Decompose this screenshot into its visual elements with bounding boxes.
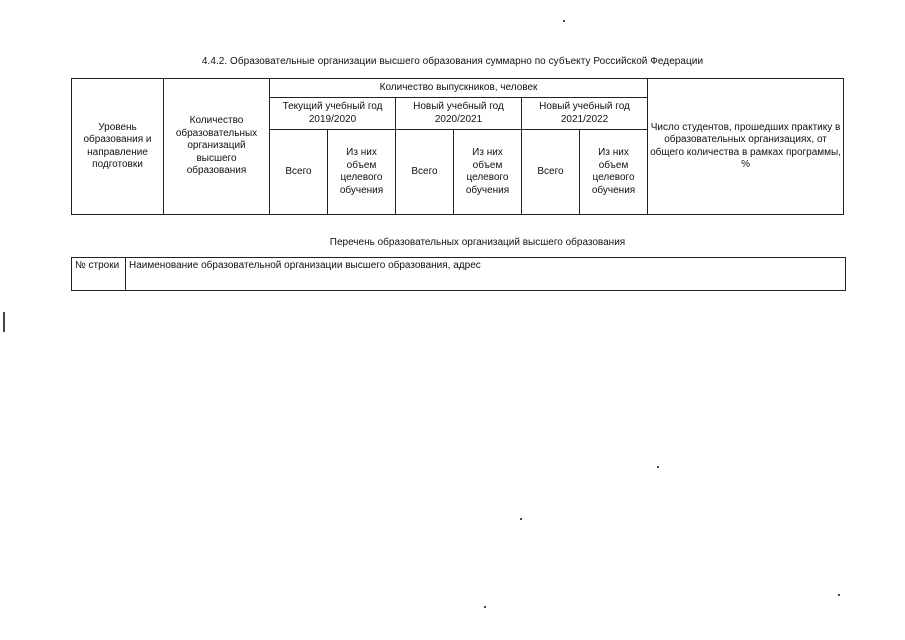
header-target: Из них объем целевого обучения (454, 130, 522, 215)
header-target: Из них объем целевого обучения (328, 130, 396, 215)
header-year-2: Новый учебный год 2020/2021 (396, 98, 522, 130)
header-org-name: Наименование образовательной организации высшего образования, адрес (126, 258, 846, 291)
header-target: Из них объем целевого обучения (580, 130, 648, 215)
scan-dot (657, 466, 659, 468)
header-year-1: Текущий учебный год 2019/2020 (270, 98, 396, 130)
header-level: Уровень образования и направление подготовки (72, 79, 164, 215)
scan-mark (3, 312, 5, 332)
header-org-count: Количество образовательных организаций высшего образования (164, 79, 270, 215)
list-title: Перечень образовательных организаций высшего образования (329, 237, 626, 248)
header-row-number: № строки (72, 258, 126, 291)
header-year-3: Новый учебный год 2021/2022 (522, 98, 648, 130)
graduates-table (71, 78, 844, 215)
section-title: 4.4.2. Образовательные организации высшего образования суммарно по субъекту Российской Федерации (201, 56, 704, 67)
scan-dot (484, 606, 486, 608)
organizations-table (71, 257, 846, 291)
scan-dot (520, 518, 522, 520)
scan-dot (838, 594, 840, 596)
scan-dot (563, 20, 565, 22)
header-total: Всего (396, 130, 454, 215)
header-graduates: Количество выпускников, человек (270, 79, 648, 98)
header-total: Всего (522, 130, 580, 215)
header-practice: Число студентов, прошедших практику в образовательных организациях, от общего количества в рамках программы, % (648, 79, 844, 215)
header-total: Всего (270, 130, 328, 215)
